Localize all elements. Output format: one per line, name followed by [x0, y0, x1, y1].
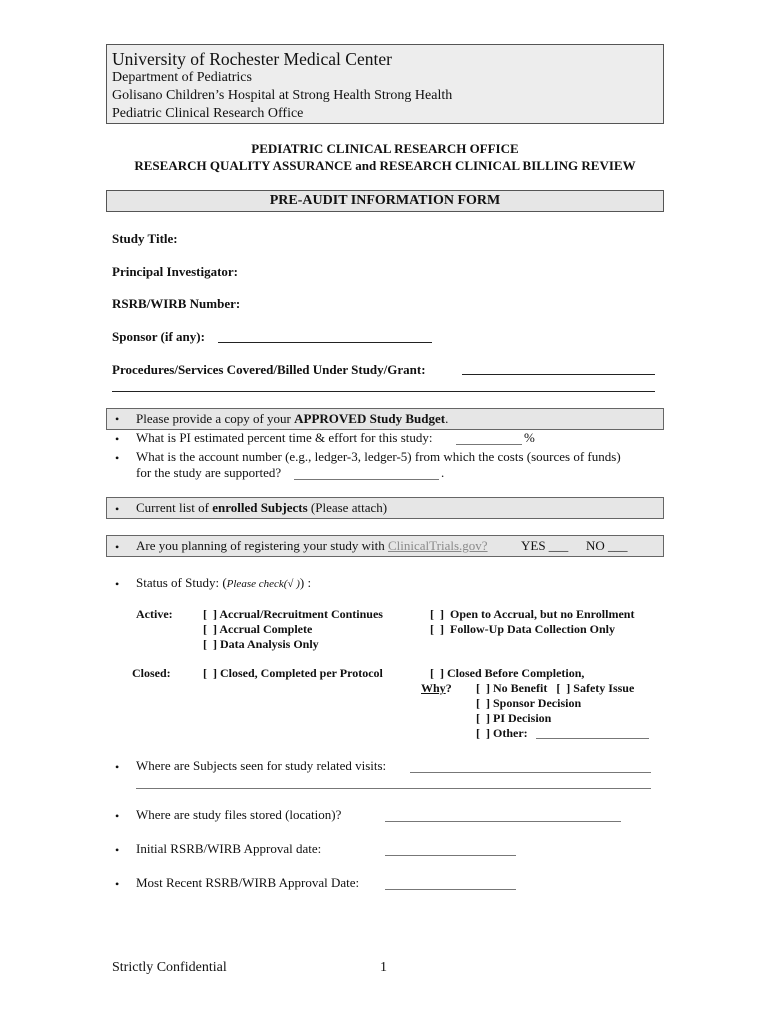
- clinicaltrials-yes[interactable]: YES ___: [521, 538, 569, 553]
- why-mark: ?: [445, 681, 452, 695]
- bullet-marker: •: [115, 809, 120, 823]
- sponsor-label: Sponsor (if any):: [112, 329, 205, 344]
- status-label-end: ) :: [299, 575, 312, 590]
- option-other[interactable]: [ ] Other:: [476, 726, 528, 740]
- why-label: [421, 681, 452, 696]
- subtitle-line-2: RESEARCH QUALITY ASSURANCE and RESEARCH CLINICAL BILLING REVIEW: [134, 158, 636, 173]
- department-name: Department of Pediatrics: [112, 70, 252, 85]
- files-stored-field[interactable]: [385, 821, 621, 822]
- option-accrual-continues[interactable]: [ ] Accrual/Recruitment Continues: [203, 607, 383, 621]
- clinicaltrials-link[interactable]: ClinicalTrials.gov?: [388, 538, 488, 553]
- bullet-marker: •: [115, 760, 120, 774]
- sponsor-field[interactable]: [218, 342, 432, 343]
- option-accrual-complete[interactable]: [ ] Accrual Complete: [203, 622, 313, 636]
- clinicaltrials-question: [136, 538, 488, 554]
- where-seen-field[interactable]: [410, 772, 651, 773]
- bullet-marker: •: [115, 432, 120, 446]
- institution-name: University of Rochester Medical Center: [112, 49, 392, 69]
- option-sponsor-decision[interactable]: [ ] Sponsor Decision: [476, 696, 582, 710]
- enrolled-post: (Please attach): [307, 500, 388, 515]
- status-hint: Please check(√ ): [226, 578, 300, 590]
- account-period: .: [441, 465, 445, 480]
- budget-request-post: .: [445, 411, 449, 426]
- active-label: Active:: [136, 607, 173, 621]
- procedures-label: Procedures/Services Covered/Billed Under Study/Grant:: [112, 362, 426, 377]
- bullet-marker: •: [115, 877, 120, 891]
- status-label: Status of Study: (: [136, 575, 227, 590]
- pi-effort-percent: %: [524, 430, 535, 445]
- enrolled-subjects-request: [136, 500, 387, 516]
- recent-approval-question: Most Recent RSRB/WIRB Approval Date:: [136, 875, 360, 890]
- account-field[interactable]: [294, 479, 439, 480]
- account-question-line-1: What is the account number (e.g., ledger-3, ledger-5) from which the costs (sources of funds): [136, 449, 621, 464]
- option-closed-completed[interactable]: [ ] Closed, Completed per Protocol: [203, 666, 383, 680]
- confidential-footer: Strictly Confidential: [112, 960, 227, 975]
- status-question: [136, 575, 311, 591]
- other-reason-field[interactable]: [536, 738, 649, 739]
- closed-label: Closed:: [132, 666, 171, 680]
- page-number: 1: [380, 960, 387, 975]
- bullet-marker: •: [115, 451, 120, 465]
- clinicaltrials-pre: Are you planning of registering your study with: [136, 538, 389, 553]
- pi-effort-question: What is PI estimated percent time & effort for this study:: [136, 430, 433, 445]
- budget-request-bold: APPROVED Study Budget: [294, 411, 446, 426]
- bullet-marker: •: [115, 843, 120, 857]
- bullet-marker: •: [115, 502, 120, 516]
- where-seen-field-line-2[interactable]: [136, 788, 651, 789]
- principal-investigator-label: Principal Investigator:: [112, 264, 239, 279]
- option-no-benefit-safety[interactable]: [ ] No Benefit [ ] Safety Issue: [476, 681, 635, 695]
- enrolled-pre: Current list of: [136, 500, 213, 515]
- option-closed-before-completion[interactable]: [ ] Closed Before Completion,: [430, 666, 585, 680]
- rsrb-wirb-number-label: RSRB/WIRB Number:: [112, 296, 241, 311]
- clinicaltrials-no[interactable]: NO ___: [586, 538, 628, 553]
- bullet-marker: •: [115, 412, 120, 426]
- bullet-marker: •: [115, 540, 120, 554]
- files-stored-question: Where are study files stored (location)?: [136, 807, 342, 822]
- account-question-line-2: for the study are supported?: [136, 465, 282, 480]
- procedures-field-line-2[interactable]: [112, 391, 655, 392]
- option-data-analysis-only[interactable]: [ ] Data Analysis Only: [203, 637, 319, 651]
- form-title: PRE-AUDIT INFORMATION FORM: [106, 190, 664, 212]
- subtitle-line-1: PEDIATRIC CLINICAL RESEARCH OFFICE: [251, 141, 519, 156]
- recent-approval-field[interactable]: [385, 889, 516, 890]
- initial-approval-question: Initial RSRB/WIRB Approval date:: [136, 841, 322, 856]
- pi-effort-field[interactable]: [456, 444, 522, 445]
- option-pi-decision[interactable]: [ ] PI Decision: [476, 711, 552, 725]
- hospital-name: Golisano Children’s Hospital at Strong Health Strong Health: [112, 88, 453, 103]
- where-seen-question: Where are Subjects seen for study related visits:: [136, 758, 387, 773]
- enrolled-bold: enrolled Subjects: [212, 500, 308, 515]
- option-follow-up-only[interactable]: [ ] Follow-Up Data Collection Only: [430, 622, 615, 636]
- budget-request-pre: Please provide a copy of your: [136, 411, 295, 426]
- budget-request: [136, 411, 448, 427]
- bullet-marker: •: [115, 577, 120, 591]
- office-name: Pediatric Clinical Research Office: [112, 106, 304, 121]
- study-title-label: Study Title:: [112, 231, 178, 246]
- initial-approval-field[interactable]: [385, 855, 516, 856]
- option-open-no-enrollment[interactable]: [ ] Open to Accrual, but no Enrollment: [430, 607, 635, 621]
- why-text: Why: [421, 681, 446, 695]
- procedures-field[interactable]: [462, 374, 655, 375]
